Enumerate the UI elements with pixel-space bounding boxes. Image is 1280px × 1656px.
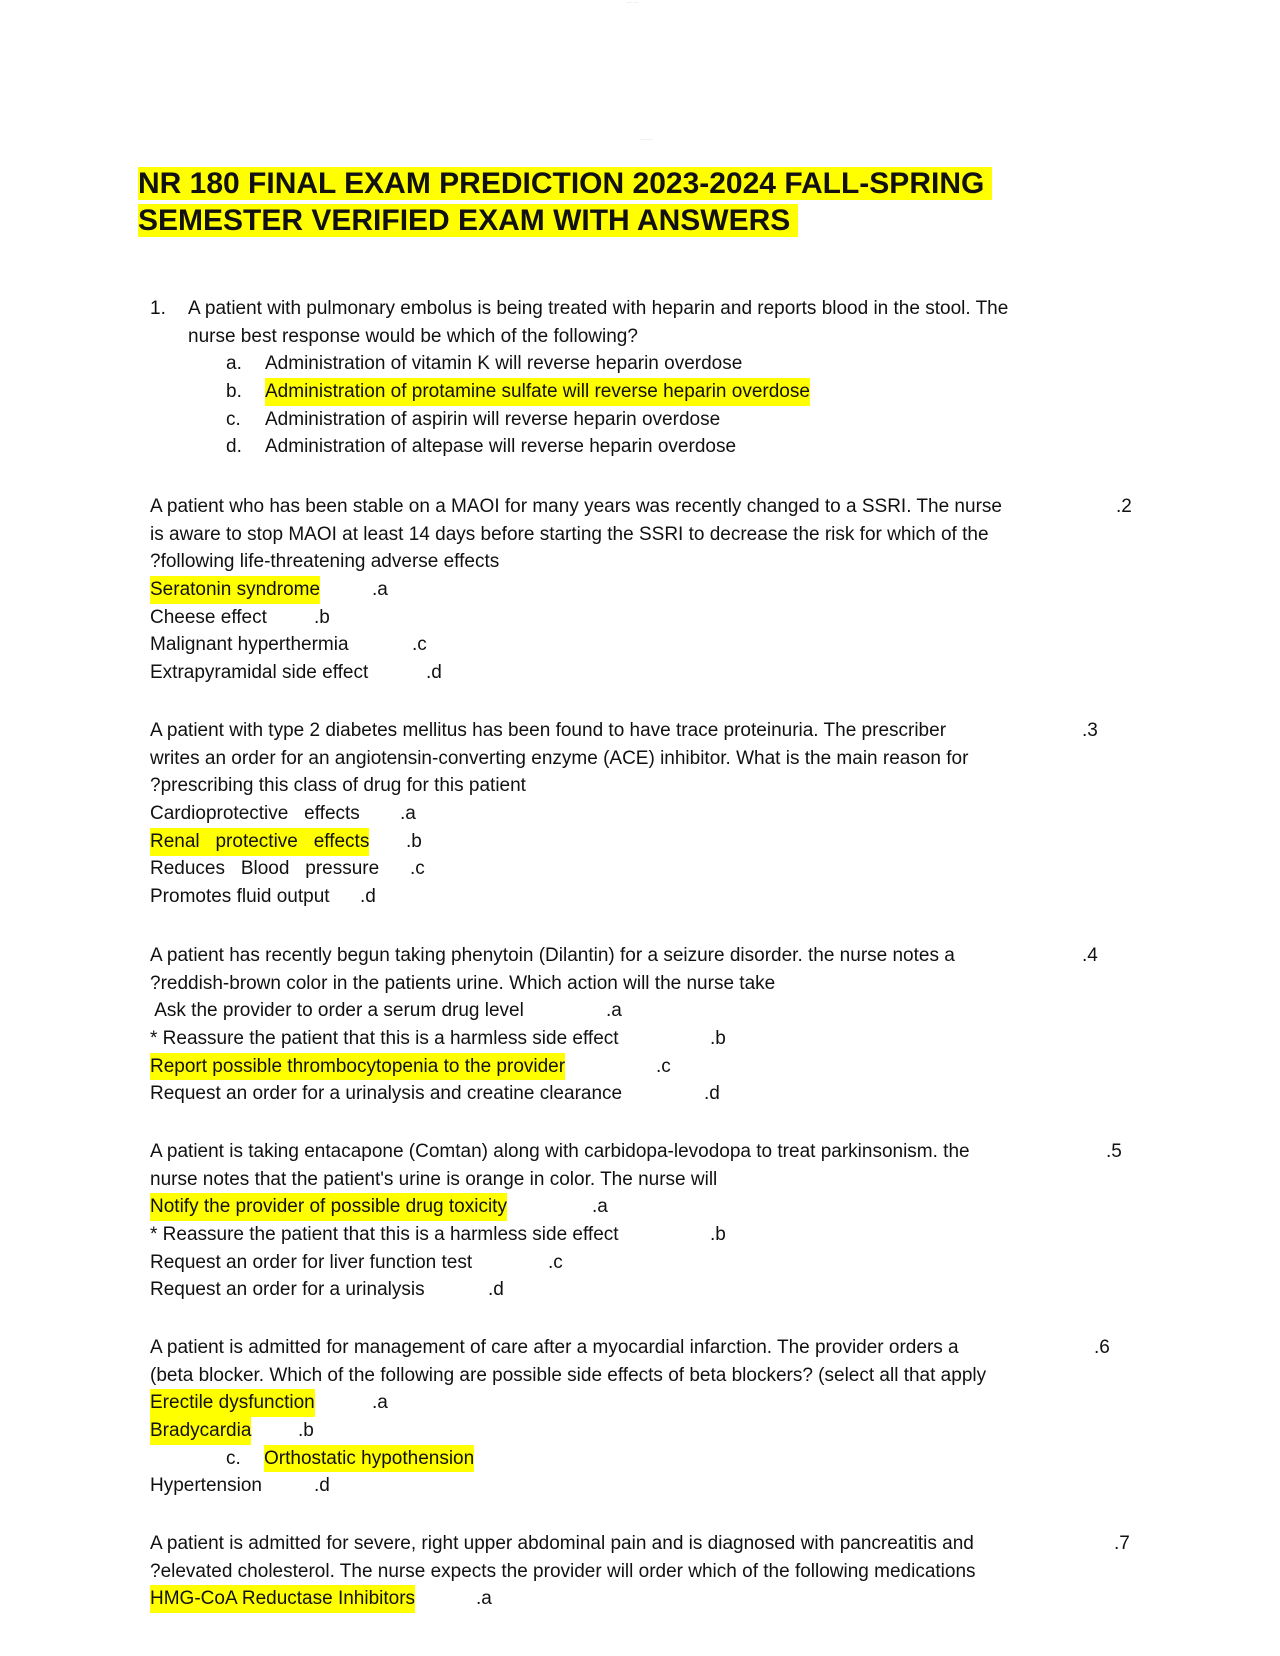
- option-letter: .d: [314, 1475, 330, 1497]
- option-letter: .a: [606, 1000, 622, 1022]
- option-letter: .a: [476, 1588, 492, 1610]
- question-text: A patient who has been stable on a MAOI for many years was recently changed to a SSRI. The nurse: [150, 496, 1002, 517]
- option-text-highlighted: Renal protective effects: [150, 828, 369, 856]
- option-letter: a.: [226, 353, 242, 375]
- question-text: A patient has recently begun taking phenytoin (Dilantin) for a seizure disorder. the nurse notes a: [150, 945, 955, 966]
- answer-option: [150, 1472, 1150, 1500]
- option-text: Request an order for liver function test: [150, 1251, 473, 1273]
- answer-option-correct: [150, 1389, 1150, 1417]
- answer-option: [150, 631, 1150, 659]
- question-text: (beta blocker. Which of the following are possible side effects of beta blockers? (select all that apply: [150, 1364, 987, 1386]
- question-text: is aware to stop MAOI at least 14 days before starting the SSRI to decrease the risk for which of the: [150, 523, 989, 545]
- option-text: Administration of aspirin will reverse heparin overdose: [265, 408, 721, 430]
- question-number: .3: [1082, 720, 1098, 741]
- answer-option-correct: [150, 1585, 1150, 1613]
- question-text: ?reddish-brown color in the patients urine. Which action will the nurse take: [150, 972, 776, 994]
- answer-option: [150, 1080, 1150, 1108]
- option-text-highlighted: Administration of protamine sulfate will reverse heparin overdose: [265, 378, 810, 406]
- question-text: nurse best response would be which of the following?: [188, 325, 638, 347]
- option-letter: .d: [360, 886, 376, 908]
- option-letter: .c: [412, 634, 427, 656]
- option-text-highlighted: Report possible thrombocytopenia to the provider: [150, 1053, 565, 1081]
- question-text: ?following life-threatening adverse effects: [150, 551, 500, 573]
- option-text: Promotes fluid output: [150, 886, 330, 908]
- option-letter: .b: [314, 606, 330, 628]
- answer-option: [150, 997, 1150, 1025]
- question-number: 1.: [150, 298, 166, 319]
- option-text: Cardioprotective effects: [150, 803, 360, 825]
- option-text-highlighted: Seratonin syndrome: [150, 576, 320, 604]
- option-letter: .a: [372, 579, 388, 601]
- option-letter: .b: [406, 830, 422, 852]
- option-text: Reduces Blood pressure: [150, 858, 380, 880]
- option-letter: .d: [704, 1083, 720, 1105]
- question-number: .5: [1106, 1141, 1122, 1162]
- answer-option-correct: [150, 828, 1150, 856]
- option-text: Extrapyramidal side effect: [150, 662, 369, 684]
- question-text: A patient is admitted for severe, right upper abdominal pain and is diagnosed with pancreatitis and: [150, 1533, 974, 1554]
- question-text: A patient with pulmonary embolus is being treated with heparin and reports blood in the stool. The: [188, 298, 1009, 319]
- option-text: Cheese effect: [150, 606, 267, 628]
- header-mark-mid: —— ——: [640, 137, 653, 141]
- answer-option-correct: [150, 1193, 1150, 1221]
- option-text: Request an order for a urinalysis and creatine clearance: [150, 1083, 623, 1105]
- option-text: Administration of vitamin K will reverse heparin overdose: [265, 353, 743, 375]
- answer-option: [150, 883, 1150, 911]
- option-letter: .c: [656, 1055, 671, 1077]
- title-line-2: SEMESTER VERIFIED EXAM WITH ANSWERS: [138, 204, 798, 237]
- option-text: Request an order for a urinalysis: [150, 1279, 425, 1301]
- answer-option: [150, 1249, 1150, 1277]
- header-mark-top: —— ——: [626, 0, 639, 4]
- question-text: ?elevated cholesterol. The nurse expects the provider will order which of the following medications: [150, 1560, 976, 1582]
- option-text: Hypertension: [150, 1475, 262, 1497]
- option-letter: .d: [488, 1279, 504, 1301]
- option-letter: .a: [400, 803, 416, 825]
- option-letter: c.: [226, 1447, 241, 1469]
- answer-option: [150, 800, 1150, 828]
- question-text: A patient is admitted for management of care after a myocardial infarction. The provider orders a: [150, 1337, 959, 1358]
- answer-option-correct: [150, 1417, 1150, 1445]
- question-text: nurse notes that the patient's urine is orange in color. The nurse will: [150, 1168, 718, 1190]
- answer-option: [150, 1276, 1150, 1304]
- question-text: A patient with type 2 diabetes mellitus has been found to have trace proteinuria. The prescriber: [150, 720, 947, 741]
- option-letter: .d: [426, 662, 442, 684]
- answer-option: [150, 604, 1150, 632]
- page-title: [138, 165, 992, 239]
- answer-option-correct: [150, 1445, 1150, 1473]
- answer-option: [150, 1221, 1150, 1249]
- question-text: ?prescribing this class of drug for this patient: [150, 775, 526, 797]
- question-5: [150, 1138, 1150, 1304]
- option-letter: d.: [226, 436, 242, 458]
- option-text: Ask the provider to order a serum drug level: [150, 1000, 524, 1022]
- option-text-highlighted: Bradycardia: [150, 1417, 251, 1445]
- question-text: writes an order for an angiotensin-converting enzyme (ACE) inhibitor. What is the main reason for: [150, 747, 969, 769]
- option-text-highlighted: Orthostatic hypothension: [264, 1445, 474, 1473]
- question-4: [150, 942, 1150, 1108]
- question-3: [150, 717, 1150, 911]
- answer-option-correct: [150, 1053, 1150, 1081]
- question-text: A patient is taking entacapone (Comtan) along with carbidopa-levodopa to treat parkinsonism. the: [150, 1141, 970, 1162]
- option-text: * Reassure the patient that this is a harmless side effect: [150, 1028, 619, 1050]
- option-letter: .c: [410, 858, 425, 880]
- answer-option-correct: [150, 576, 1150, 604]
- question-number: .7: [1114, 1533, 1130, 1554]
- question-7: [150, 1530, 1150, 1613]
- title-line-1: NR 180 FINAL EXAM PREDICTION 2023-2024 FALL-SPRING: [138, 167, 992, 200]
- question-number: .4: [1082, 945, 1098, 966]
- question-6: [150, 1334, 1150, 1500]
- option-letter: .b: [298, 1420, 314, 1442]
- option-text: * Reassure the patient that this is a harmless side effect: [150, 1224, 619, 1246]
- option-text: Malignant hyperthermia: [150, 634, 349, 656]
- answer-option: [150, 1025, 1150, 1053]
- option-text-highlighted: Notify the provider of possible drug toxicity: [150, 1193, 507, 1221]
- answer-option: [150, 855, 1150, 883]
- question-2: [150, 493, 1150, 687]
- question-number: .6: [1094, 1337, 1110, 1358]
- option-letter: b.: [226, 381, 242, 403]
- option-letter: .b: [710, 1224, 726, 1246]
- option-letter: .c: [548, 1251, 563, 1273]
- option-text: Administration of altepase will reverse heparin overdose: [265, 436, 737, 458]
- option-letter: .b: [710, 1028, 726, 1050]
- question-number: .2: [1116, 496, 1132, 517]
- option-letter: .a: [592, 1196, 608, 1218]
- option-letter: .a: [372, 1392, 388, 1414]
- option-text-highlighted: Erectile dysfunction: [150, 1389, 315, 1417]
- answer-option: [150, 659, 1150, 687]
- option-letter: c.: [226, 408, 241, 430]
- option-text-highlighted: HMG-CoA Reductase Inhibitors: [150, 1585, 415, 1613]
